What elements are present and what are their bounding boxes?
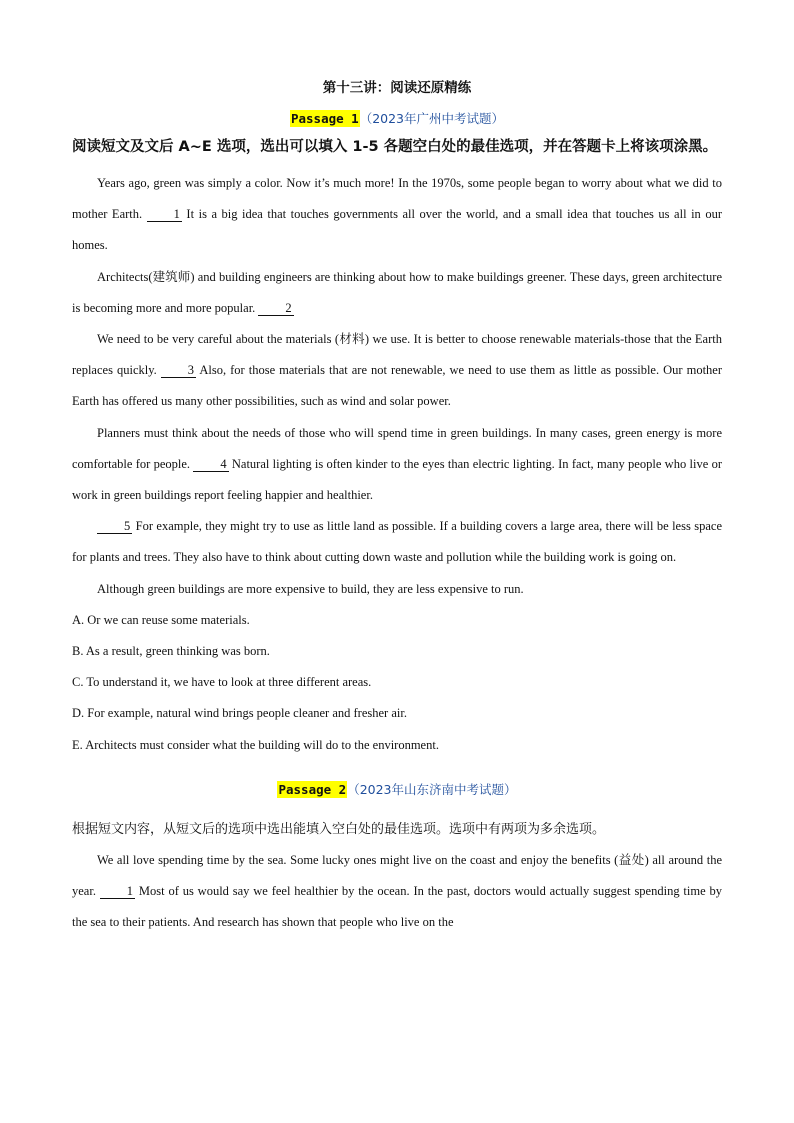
passage2-paragraph-1: We all love spending time by the sea. Some lucky ones might live on the coast and enjoy the benefits (益处) all around the year. 1 Most of us would say we feel healthier by the ocean. In the past, doctors would actually suggest spending time by the sea to their patients. And research has shown that people who live on the [72, 852, 722, 930]
option-a: A. Or we can reuse some materials. [72, 612, 250, 627]
passage2-blank-1: 1 [100, 884, 135, 899]
blank-2: 2 [258, 301, 293, 316]
passage1-header [72, 108, 722, 130]
passage1-source: （2023年广州中考试题） [359, 111, 505, 126]
passage1-paragraph-3: We need to be very careful about the materials (材料) we use. It is better to choose renewable materials-those that the Earth replaces quickly. 3 Also, for those materials that are not renewable, we need to use them as little as possible. Our mother Earth has offered us many other possibilities, such as wind and solar power. [72, 332, 722, 409]
blank-5: 5 [97, 519, 132, 534]
passage2-instruction: 根据短文内容，从短文后的选项中选出能填入空白处的最佳选项。选项中有两项为多余选项。 [72, 821, 606, 837]
blank-3: 3 [161, 363, 196, 378]
blank-1: 1 [147, 207, 182, 222]
passage1-paragraph-6: Although green buildings are more expensive to build, they are less expensive to run. [97, 581, 524, 596]
passage2-header [72, 779, 722, 801]
passage2-source: （2023年山东济南中考试题） [347, 781, 517, 797]
option-c: C. To understand it, we have to look at three different areas. [72, 675, 372, 690]
option-d: D. For example, natural wind brings people cleaner and fresher air. [72, 706, 407, 721]
blank-4: 4 [193, 457, 228, 472]
passage1-tag: Passage 1 [290, 111, 359, 126]
passage2-tag: Passage 2 [278, 781, 347, 797]
option-e: E. Architects must consider what the building will do to the environment. [72, 737, 439, 752]
passage1-paragraph-5: 5 For example, they might try to use as little land as possible. If a building covers a large area, there will be less space for plants and trees. They also have to think about cutting down waste and pollution while the building work is going on. [72, 519, 722, 565]
passage1-instruction: 阅读短文及文后 A~E 选项，选出可以填入 1-5 各题空白处的最佳选项，并在答题卡上将该项涂黑。 [72, 139, 718, 155]
passage1-paragraph-4: Planners must think about the needs of those who will spend time in green buildings. In many cases, green energy is more comfortable for people. 4 Natural lighting is often kinder to the eyes than electric lighting. In fact, many people who live or work in green buildings report feeling happier and healthier. [72, 425, 722, 503]
passage1-paragraph-2: Architects(建筑师) and building engineers are thinking about how to make buildings greener. These days, green architecture is becoming more and more popular. 2 [72, 269, 722, 315]
option-b: B. As a result, green thinking was born. [72, 644, 270, 659]
passage1-paragraph-1: Years ago, green was simply a color. Now it’s much more! In the 1970s, some people began to worry about what we did to mother Earth. 1 It is a big idea that touches governments all over the world, and a small idea that touches us all in our homes. [72, 176, 722, 253]
lesson-title: 第十三讲：阅读还原精练 [322, 80, 472, 96]
